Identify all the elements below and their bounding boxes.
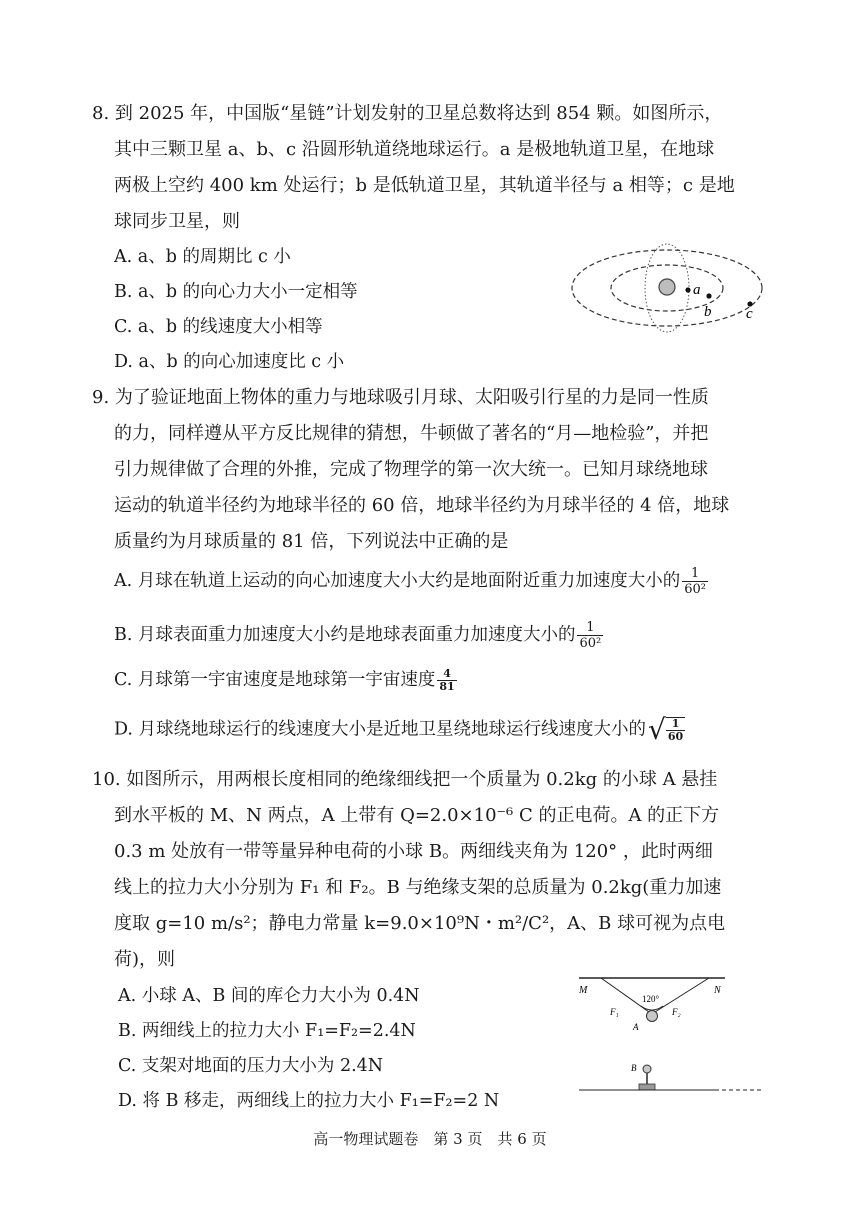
q8-line-1: 8. 到 2025 年，中国版“星链”计划发射的卫星总数将达到 854 颗。如图所示，: [92, 103, 723, 124]
q10-option-c: C. 支架对地面的压力大小为 2.4N: [118, 1056, 384, 1076]
suspension-figure: [575, 972, 775, 1097]
q8-line-3: 两极上空约 400 km 处运行；b 是低轨道卫星，其轨道半径与 a 相等；c 是地: [114, 175, 735, 196]
q9-line-3: 引力规律做了合理的外推，完成了物理学的第一次大统一。已知月球绕地球: [114, 459, 708, 480]
fraction-numerator: 1: [577, 620, 603, 636]
label-c: c: [746, 306, 753, 322]
page-footer: 高一物理试题卷 第 3 页 共 6 页: [313, 1130, 547, 1148]
fraction: [666, 718, 685, 743]
q10-line-1: 10. 如图所示，用两根长度相同的绝缘细线把一个质量为 0.2kg 的小球 A 悬挂: [92, 769, 718, 790]
label-angle: 120°: [642, 994, 660, 1004]
q10-line-4: 线上的拉力大小分别为 F₁ 和 F₂。B 与绝缘支架的总质量为 0.2kg(重力加速: [114, 877, 722, 898]
q9-line-1: 9. 为了验证地面上物体的重力与地球吸引月球、太阳吸引行星的力是同一性质: [92, 387, 709, 408]
q9-line-4: 运动的轨道半径约为地球半径的 60 倍，地球半径约为月球半径的 4 倍，地球: [114, 495, 730, 516]
q8-option-b: B. a、b 的向心力大小一定相等: [114, 282, 358, 302]
fraction: [437, 668, 456, 693]
q9-option-c: [114, 668, 457, 693]
q9-option-d: [114, 713, 685, 746]
earth-icon: [659, 279, 675, 295]
fraction: [577, 620, 603, 651]
label-m: M: [579, 985, 588, 996]
q9-option-b: [114, 620, 603, 651]
label-b: B: [631, 1063, 637, 1073]
label-b: b: [704, 304, 712, 320]
ball-b: [643, 1065, 651, 1073]
q8-option-a: A. a、b 的周期比 c 小: [114, 247, 291, 267]
satellite-a: [685, 287, 690, 292]
q8-option-c: C. a、b 的线速度大小相等: [114, 317, 323, 337]
label-a: a: [693, 282, 701, 298]
support-base: [639, 1084, 655, 1090]
q9-option-c-text: C. 月球第一宇宙速度是地球第一宇宙速度: [114, 670, 436, 690]
q10-option-a: A. 小球 A、B 间的库仑力大小为 0.4N: [118, 986, 420, 1006]
q9-line-5: 质量约为月球质量的 81 倍，下列说法中正确的是: [114, 531, 509, 552]
q10-option-d: D. 将 B 移走，两细线上的拉力大小 F₁=F₂=2 N: [118, 1091, 500, 1111]
q9-option-a-text: A. 月球在轨道上运动的向心加速度大小大约是地面附近重力加速度大小的: [114, 571, 681, 591]
q10-option-b: B. 两细线上的拉力大小 F₁=F₂=2.4N: [118, 1021, 416, 1041]
fraction-numerator: 1: [682, 566, 708, 582]
q8-option-d: D. a、b 的向心加速度比 c 小: [114, 352, 345, 372]
thread-n: [655, 978, 709, 1012]
square-root: [648, 713, 685, 746]
fraction-denominator: 60²: [684, 582, 707, 597]
label-a: A: [633, 1022, 639, 1032]
q10-line-5: 度取 g=10 m/s²；静电力常量 k=9.0×10⁹N・m²/C²，A、B 球可视为点电: [114, 913, 726, 934]
fraction: [682, 566, 708, 597]
fraction-numerator: 1: [666, 718, 685, 731]
q9-option-a: [114, 566, 708, 597]
q8-line-4: 球同步卫星，则: [114, 211, 240, 232]
label-f2: F₂: [672, 1007, 681, 1017]
fraction-numerator: 4: [437, 668, 456, 681]
ball-a: [647, 1011, 658, 1022]
fraction-denominator: 60²: [579, 636, 602, 651]
label-f1: F₁: [610, 1007, 619, 1017]
q9-option-b-text: B. 月球表面重力加速度大小约是地球表面重力加速度大小的: [114, 625, 576, 645]
q8-line-2: 其中三颗卫星 a、b、c 沿圆形轨道绕地球运行。a 是极地轨道卫星，在地球: [114, 139, 715, 160]
fraction-denominator: 60: [667, 730, 684, 743]
label-n: N: [714, 985, 721, 996]
q10-line-2: 到水平板的 M、N 两点，A 上带有 Q=2.0×10⁻⁶ C 的正电荷。A 的正下方: [114, 805, 720, 826]
radical-sign: √: [648, 713, 666, 746]
fraction-denominator: 81: [439, 680, 455, 693]
q10-line-6: 荷)，则: [114, 949, 176, 970]
q10-line-3: 0.3 m 处放有一带等量异种电荷的小球 B。两细线夹角为 120° ，此时两细: [114, 841, 713, 862]
q9-option-d-text: D. 月球绕地球运行的线速度大小是近地卫星绕地球运行线速度大小的: [114, 719, 647, 740]
q9-line-2: 的力，同样遵从平方反比规律的猜想，牛顿做了著名的“月—地检验”，并把: [114, 423, 709, 444]
satellite-b: [706, 293, 711, 298]
orbit-figure: [570, 238, 770, 338]
